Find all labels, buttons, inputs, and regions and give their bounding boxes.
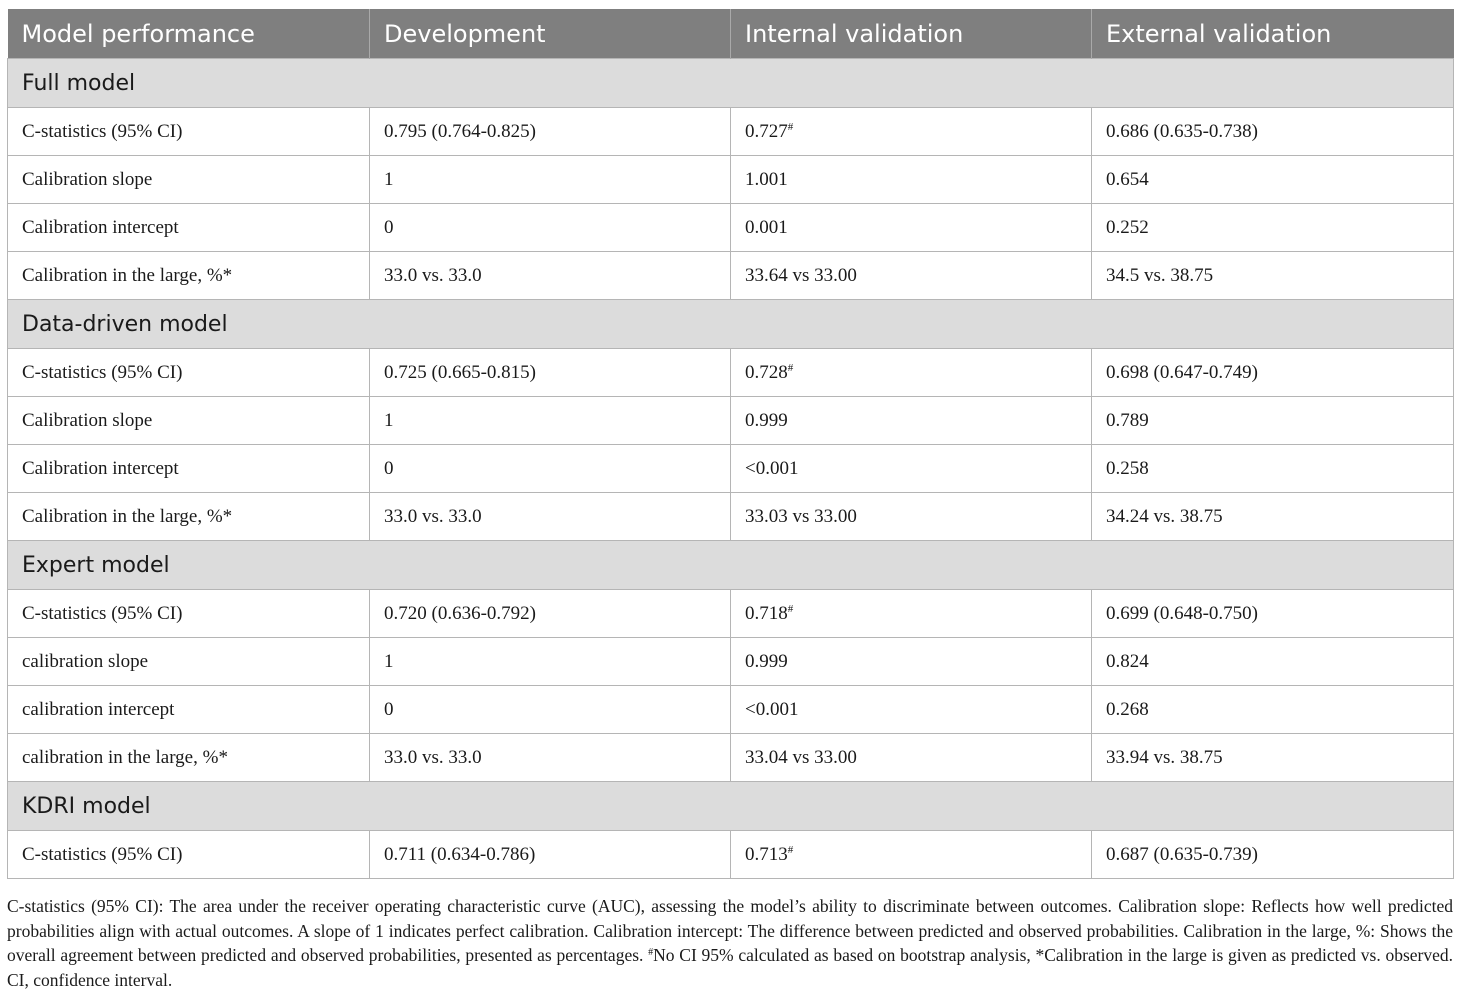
development-value: 0 bbox=[370, 686, 731, 734]
external-validation-value: 0.268 bbox=[1092, 686, 1454, 734]
external-validation-value: 0.687 (0.635-0.739) bbox=[1092, 831, 1454, 879]
section-title: Full model bbox=[8, 59, 1454, 108]
footnote-text-2: No CI 95% calculated as based on bootstrap analysis, *Calibration in the large is given as predicted vs. observed. CI, confidence interval. bbox=[7, 945, 1453, 990]
development-value: 0.795 (0.764-0.825) bbox=[370, 108, 731, 156]
external-validation-value: 0.698 (0.647-0.749) bbox=[1092, 349, 1454, 397]
footnote-text-1: C-statistics (95% CI): The area under the receiver operating characteristic curve (AUC), assessing the model’s ability to discriminate between outcomes. Calibration slope: Reflects how well predicted probabilities align with actual outcomes. A slope of 1 indicates perfect calibration. Calibration intercept: The difference between predicted and observed probabilities. Calibration in the large, %: Shows the overall agreement between predicted and observed probabilities, presented as percentages. bbox=[7, 896, 1453, 965]
table-container bbox=[7, 9, 1453, 879]
external-validation-value: 34.24 vs. 38.75 bbox=[1092, 493, 1454, 541]
table-row bbox=[8, 252, 1454, 300]
internal-validation-value: 0.001 bbox=[745, 216, 788, 238]
development-value: 0.720 (0.636-0.792) bbox=[370, 590, 731, 638]
table-row bbox=[8, 349, 1454, 397]
header-cell-internal-validation: Internal validation bbox=[731, 9, 1092, 59]
row-label: Calibration intercept bbox=[8, 445, 370, 493]
internal-validation-value: 0.713 bbox=[745, 843, 788, 865]
internal-validation-cell bbox=[731, 108, 1092, 156]
development-value: 0.711 (0.634-0.786) bbox=[370, 831, 731, 879]
section-row bbox=[8, 782, 1454, 831]
development-value: 1 bbox=[370, 156, 731, 204]
footnote-marker: # bbox=[648, 947, 654, 958]
development-value: 33.0 vs. 33.0 bbox=[370, 734, 731, 782]
internal-validation-value: 0.999 bbox=[745, 650, 788, 672]
internal-validation-value: 33.04 vs 33.00 bbox=[745, 746, 857, 768]
table-row bbox=[8, 445, 1454, 493]
internal-validation-cell bbox=[731, 493, 1092, 541]
external-validation-value: 0.258 bbox=[1092, 445, 1454, 493]
section-row bbox=[8, 541, 1454, 590]
table-row bbox=[8, 108, 1454, 156]
development-value: 0 bbox=[370, 445, 731, 493]
internal-validation-cell bbox=[731, 445, 1092, 493]
internal-validation-value: 0.727 bbox=[745, 120, 788, 142]
internal-validation-cell bbox=[731, 252, 1092, 300]
internal-validation-value: 0.718 bbox=[745, 602, 788, 624]
row-label: C-statistics (95% CI) bbox=[8, 349, 370, 397]
table-body bbox=[8, 59, 1454, 879]
internal-validation-value: 0.728 bbox=[745, 361, 788, 383]
external-validation-value: 0.686 (0.635-0.738) bbox=[1092, 108, 1454, 156]
development-value: 0.725 (0.665-0.815) bbox=[370, 349, 731, 397]
internal-validation-cell bbox=[731, 397, 1092, 445]
model-performance-table bbox=[7, 9, 1454, 879]
row-label: calibration in the large, %* bbox=[8, 734, 370, 782]
external-validation-value: 0.789 bbox=[1092, 397, 1454, 445]
external-validation-value: 33.94 vs. 38.75 bbox=[1092, 734, 1454, 782]
table-row bbox=[8, 590, 1454, 638]
table-row bbox=[8, 397, 1454, 445]
table-row bbox=[8, 831, 1454, 879]
development-value: 0 bbox=[370, 204, 731, 252]
external-validation-value: 0.699 (0.648-0.750) bbox=[1092, 590, 1454, 638]
internal-validation-cell bbox=[731, 590, 1092, 638]
header-row bbox=[8, 9, 1454, 59]
development-value: 33.0 vs. 33.0 bbox=[370, 493, 731, 541]
section-title: Expert model bbox=[8, 541, 1454, 590]
table-row bbox=[8, 734, 1454, 782]
table-footnote bbox=[7, 894, 1453, 992]
section-title: KDRI model bbox=[8, 782, 1454, 831]
table-row bbox=[8, 204, 1454, 252]
header-cell-model-performance: Model performance bbox=[8, 9, 370, 59]
development-value: 1 bbox=[370, 638, 731, 686]
internal-validation-cell bbox=[731, 734, 1092, 782]
internal-validation-value: <0.001 bbox=[745, 457, 799, 479]
external-validation-value: 0.654 bbox=[1092, 156, 1454, 204]
internal-validation-cell bbox=[731, 686, 1092, 734]
section-row bbox=[8, 59, 1454, 108]
development-value: 33.0 vs. 33.0 bbox=[370, 252, 731, 300]
internal-validation-cell bbox=[731, 638, 1092, 686]
table-row bbox=[8, 638, 1454, 686]
table-row bbox=[8, 156, 1454, 204]
row-label: C-statistics (95% CI) bbox=[8, 108, 370, 156]
header-cell-external-validation: External validation bbox=[1092, 9, 1454, 59]
row-label: Calibration in the large, %* bbox=[8, 493, 370, 541]
internal-validation-cell bbox=[731, 204, 1092, 252]
row-label: C-statistics (95% CI) bbox=[8, 831, 370, 879]
no-ci-marker: # bbox=[787, 843, 794, 856]
internal-validation-value: <0.001 bbox=[745, 698, 799, 720]
internal-validation-cell bbox=[731, 349, 1092, 397]
section-row bbox=[8, 300, 1454, 349]
internal-validation-cell bbox=[731, 156, 1092, 204]
external-validation-value: 34.5 vs. 38.75 bbox=[1092, 252, 1454, 300]
development-value: 1 bbox=[370, 397, 731, 445]
no-ci-marker: # bbox=[787, 602, 794, 615]
row-label: Calibration slope bbox=[8, 397, 370, 445]
external-validation-value: 0.824 bbox=[1092, 638, 1454, 686]
row-label: C-statistics (95% CI) bbox=[8, 590, 370, 638]
internal-validation-value: 1.001 bbox=[745, 168, 788, 190]
table-row bbox=[8, 686, 1454, 734]
internal-validation-value: 0.999 bbox=[745, 409, 788, 431]
row-label: Calibration intercept bbox=[8, 204, 370, 252]
internal-validation-value: 33.03 vs 33.00 bbox=[745, 505, 857, 527]
row-label: calibration slope bbox=[8, 638, 370, 686]
no-ci-marker: # bbox=[787, 361, 794, 374]
table-row bbox=[8, 493, 1454, 541]
header-cell-development: Development bbox=[370, 9, 731, 59]
internal-validation-value: 33.64 vs 33.00 bbox=[745, 264, 857, 286]
external-validation-value: 0.252 bbox=[1092, 204, 1454, 252]
row-label: calibration intercept bbox=[8, 686, 370, 734]
section-title: Data-driven model bbox=[8, 300, 1454, 349]
row-label: Calibration slope bbox=[8, 156, 370, 204]
row-label: Calibration in the large, %* bbox=[8, 252, 370, 300]
no-ci-marker: # bbox=[787, 120, 794, 133]
internal-validation-cell bbox=[731, 831, 1092, 879]
